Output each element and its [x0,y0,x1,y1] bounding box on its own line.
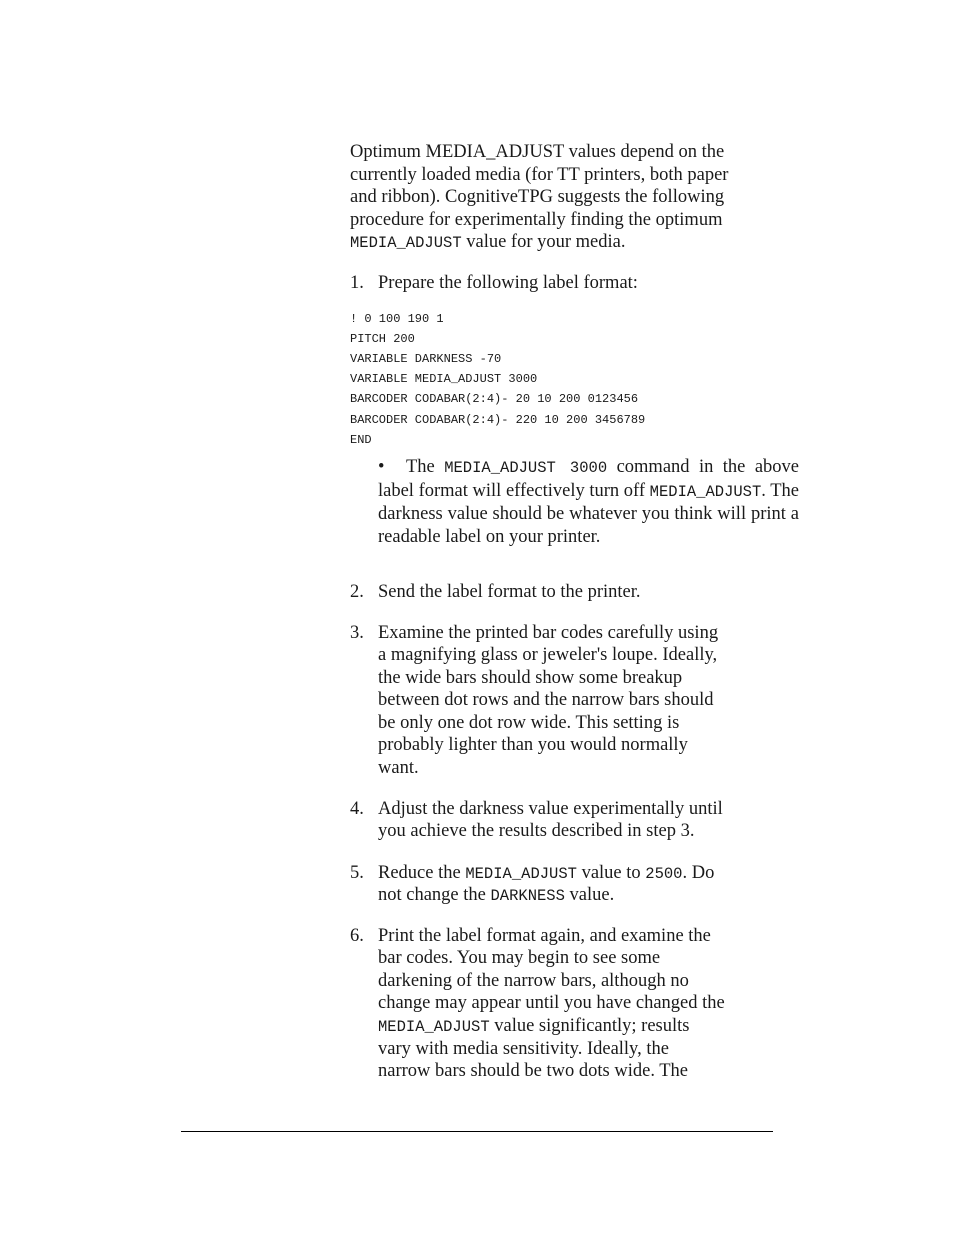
intro-text: value for your media. [461,232,626,252]
step-number: 1. [350,273,364,293]
intro-line: and ribbon). CognitiveTPG suggests the following [350,187,725,207]
step-text: Send the label format to the printer. [378,582,641,602]
step-number: 6. [350,926,364,946]
inline-code: MEDIA_ADJUST [350,234,462,252]
intro-line [350,231,626,255]
step-number: 2. [350,582,364,602]
step-text: . Do [682,863,715,883]
footer-divider [181,1131,773,1132]
step-number: 3. [350,623,364,643]
intro-line: Optimum MEDIA_ADJUST values depend on the [350,142,725,162]
intro-line: procedure for experimentally finding the optimum [350,210,723,230]
step-number: 5. [350,863,364,883]
step-line: a magnifying glass or jeweler's loupe. Ideally, [378,645,718,665]
step-line: darkening of the narrow bars, although no [378,971,689,991]
step-line: be only one dot row wide. This setting is [378,713,680,733]
step-line [378,1015,778,1039]
code-line: PITCH 200 [350,332,415,346]
step-line [378,884,778,908]
inline-code: DARKNESS [490,887,565,905]
code-line: VARIABLE DARKNESS -70 [350,352,502,366]
step-text: value significantly; results [489,1016,690,1036]
step-text: Reduce the [378,863,466,883]
intro-line: currently loaded media (for TT printers, both paper [350,165,729,185]
step-line: Print the label format again, and examine the [378,926,711,946]
step-text: not change the [378,885,491,905]
code-line: ! 0 100 190 1 [350,312,444,326]
inline-code: MEDIA_ADJUST [378,1018,490,1036]
step-number: 4. [350,799,364,819]
step-text: value to [576,863,646,883]
inline-code: MEDIA_ADJUST [649,482,762,501]
code-line: BARCODER CODABAR(2:4)- 20 10 200 0123456 [350,392,639,406]
inline-code: MEDIA_ADJUST 3000 [444,459,608,477]
note-text: The [406,457,445,477]
step-line: Adjust the darkness value experimentally until [378,799,723,819]
step-line [378,862,778,886]
step-line: vary with media sensitivity. Ideally, the [378,1039,669,1059]
step-line: Examine the printed bar codes carefully using [378,623,719,643]
inline-code: MEDIA_ADJUST [465,865,577,883]
step-text: Prepare the following label format: [378,273,638,293]
code-line: END [350,433,372,447]
step-line: change may appear until you have changed the [378,993,725,1013]
step-text: value. [564,885,615,905]
step-line: bar codes. You may begin to see some [378,948,661,968]
step-line: you achieve the results described in step 3. [378,821,695,841]
note-text: command in the above label format will effectively turn off [378,457,799,501]
inline-code: 2500 [645,865,683,883]
code-line: VARIABLE MEDIA_ADJUST 3000 [350,372,538,386]
step-line: narrow bars should be two dots wide. The [378,1061,688,1081]
bullet-icon: • [378,457,385,477]
note-text: . The darkness value should be whatever you think will print a readable label on your printer. [378,480,799,547]
step-line: the wide bars should show some breakup [378,668,683,688]
step-line: probably lighter than you would normally [378,735,688,755]
bullet-note [378,456,799,548]
step-line: want. [378,758,419,778]
step-line: between dot rows and the narrow bars should [378,690,714,710]
code-line: BARCODER CODABAR(2:4)- 220 10 200 3456789 [350,413,646,427]
